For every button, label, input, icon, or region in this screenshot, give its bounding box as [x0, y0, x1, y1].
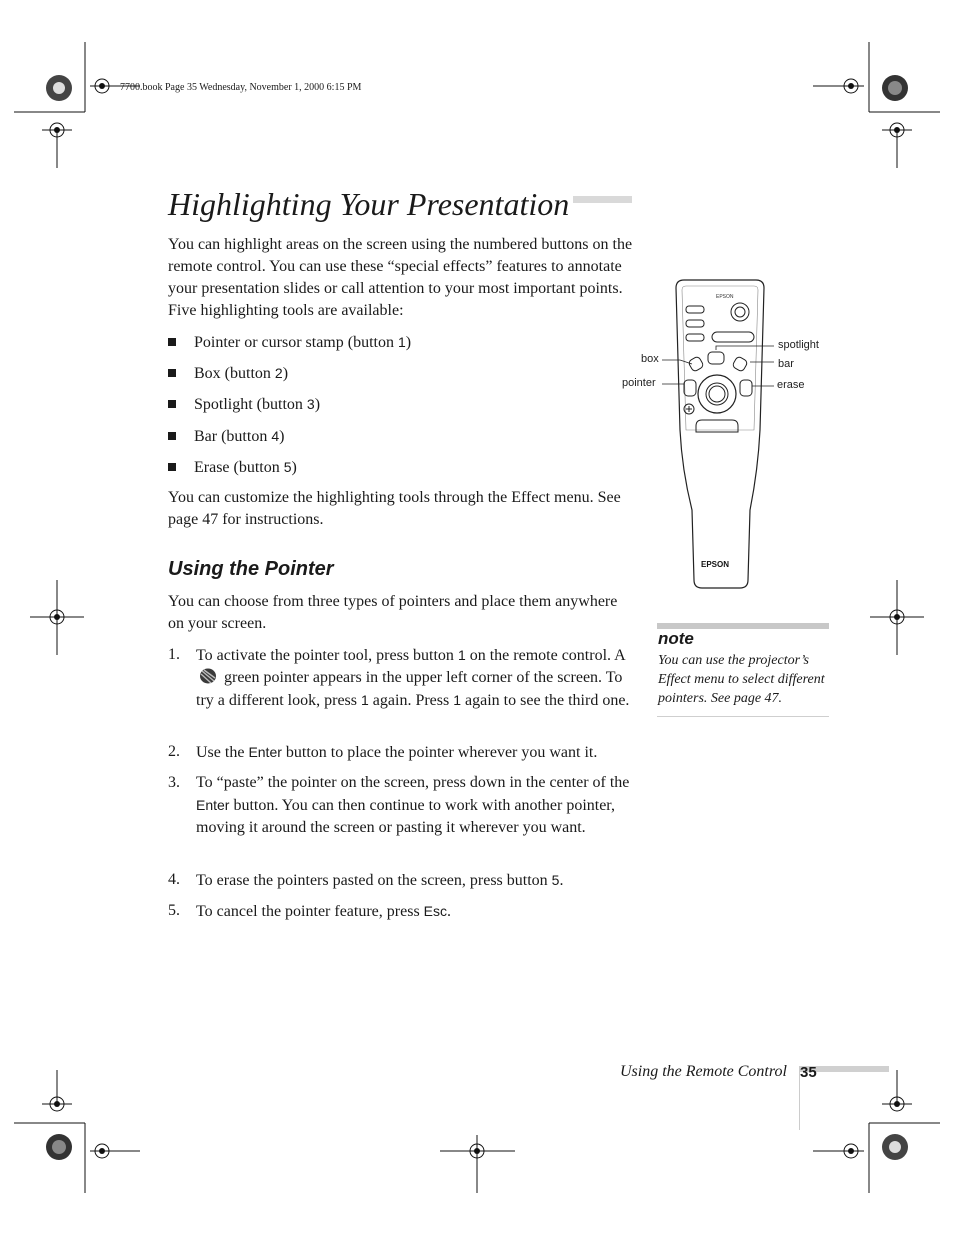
section-heading: Using the Pointer: [168, 558, 334, 580]
remote-label-box: box: [641, 353, 659, 365]
footer-section: Using the Remote Control: [620, 1063, 787, 1080]
note-rule-bottom: [657, 716, 829, 717]
remote-control-illustration: [610, 270, 840, 600]
remote-brand: EPSON: [701, 560, 730, 569]
remote-label-bar: bar: [778, 358, 794, 370]
page-number: 35: [800, 1064, 817, 1081]
step-item: 1. To activate the pointer tool, press button 1 on the remote control. A green pointer appears in the upper left corner of the screen. To try a different look, press 1 again. Press 1 again to see the third one.: [168, 646, 630, 709]
note-title: note: [658, 629, 694, 648]
customize-paragraph: You can customize the highlighting tools through the Effect menu. See page 47 for instructions.: [168, 489, 621, 528]
step-item: 3. To “paste” the pointer on the screen, press down in the center of the Enter button. You can then continue to work with another pointer, moving it around the screen or pasting it wherever you want.: [168, 774, 630, 836]
print-stamp: 7700.book Page 35 Wednesday, November 1, 2000 6:15 PM: [120, 82, 362, 93]
step-item: 5. To cancel the pointer feature, press Esc.: [168, 902, 452, 920]
remote-label-erase: erase: [777, 379, 805, 391]
tool-item: Spotlight (button 3): [168, 393, 628, 416]
remote-label-pointer: pointer: [622, 377, 656, 389]
step-item: 2. Use the Enter button to place the pointer wherever you want it.: [168, 743, 598, 761]
remote-top-logo: EPSON: [716, 294, 734, 300]
section-intro: You can choose from three types of pointers and place them anywhere on your screen.: [168, 593, 618, 632]
tool-item: Box (button 2): [168, 362, 628, 385]
intro-paragraph: You can highlight areas on the screen using the numbered buttons on the remote control. You can use these “special effects” features to annotate your presentation slides or call attention to your most important points. Five highlighting tools are available:: [168, 236, 633, 319]
step-item: 4. To erase the pointers pasted on the screen, press button 5.: [168, 871, 564, 889]
note-text: You can use the projector’s Effect menu to select different pointers. See page 47.: [658, 653, 825, 706]
remote-label-spotlight: spotlight: [778, 339, 819, 351]
tool-item: Bar (button 4): [168, 425, 628, 448]
tool-item: Pointer or cursor stamp (button 1): [168, 331, 628, 354]
page-title: Highlighting Your Presentation: [168, 186, 573, 223]
tool-item: Erase (button 5): [168, 456, 628, 479]
pointer-icon: [198, 667, 218, 685]
